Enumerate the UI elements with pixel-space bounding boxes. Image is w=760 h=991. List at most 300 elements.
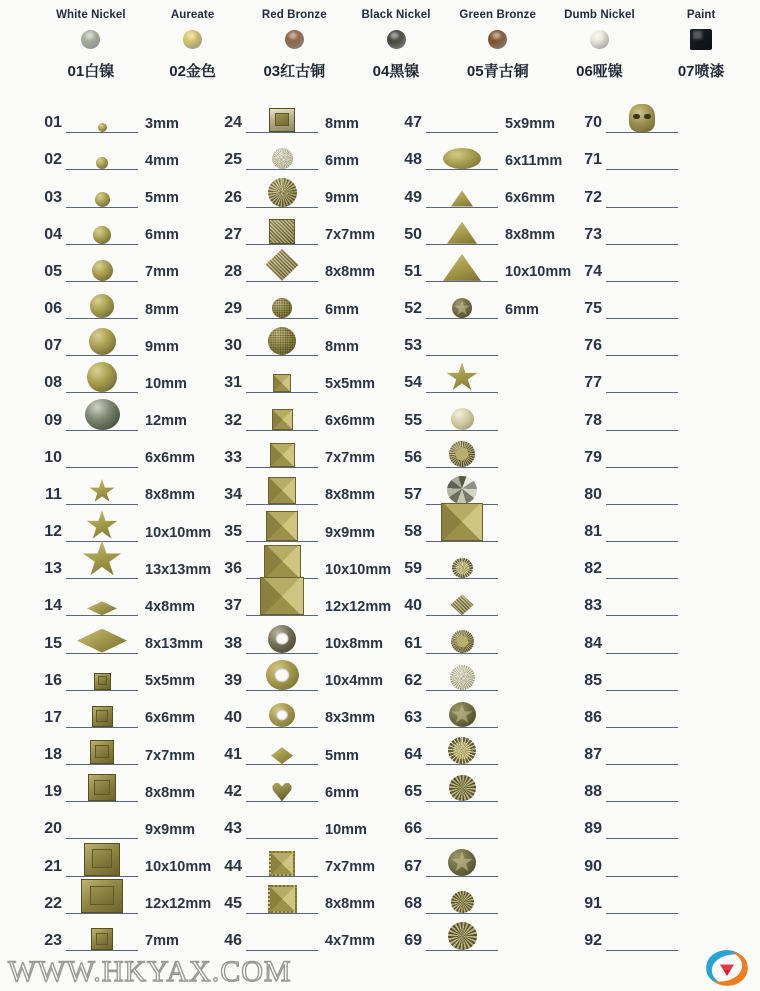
product-image-slot [606, 468, 678, 505]
product-code: 64 [404, 746, 422, 764]
product-image-slot [606, 765, 678, 802]
product-row[interactable] [394, 765, 574, 802]
product-row[interactable] [574, 133, 754, 170]
product-code: 25 [224, 151, 242, 169]
product-row[interactable] [394, 654, 574, 691]
product-image-slot [426, 393, 498, 430]
product-row[interactable] [394, 616, 574, 653]
finish-name-en: Dumb Nickel [564, 9, 635, 21]
product-image [452, 298, 472, 318]
finish-cell [243, 4, 345, 96]
finish-name-en: White Nickel [56, 9, 126, 21]
product-image-slot [606, 616, 678, 653]
product-row[interactable] [574, 839, 754, 876]
product-image [260, 577, 304, 615]
column-1 [34, 96, 214, 951]
product-row[interactable] [214, 319, 394, 356]
product-code: 16 [44, 671, 62, 689]
product-row[interactable] [574, 245, 754, 282]
product-code: 19 [44, 783, 62, 801]
product-image-slot [66, 468, 138, 505]
product-row[interactable] [394, 208, 574, 245]
product-image [94, 673, 111, 690]
product-code: 55 [404, 411, 422, 429]
product-row[interactable] [34, 877, 214, 914]
product-image-slot [66, 431, 138, 468]
product-image-slot [66, 802, 138, 839]
product-image-slot [426, 616, 498, 653]
product-image-slot [426, 133, 498, 170]
product-code: 41 [224, 746, 242, 764]
product-image-slot [606, 208, 678, 245]
product-code: 84 [584, 634, 602, 652]
product-code: 39 [224, 671, 242, 689]
product-size: 6x6mm [325, 413, 375, 430]
product-code: 20 [44, 820, 62, 838]
finish-swatch-wrap [590, 24, 609, 54]
product-image [452, 558, 473, 578]
product-size: 6x6mm [145, 710, 195, 727]
product-code: 35 [224, 523, 242, 541]
square-swatch [690, 29, 712, 50]
product-image-slot [66, 728, 138, 765]
product-row[interactable] [394, 839, 574, 876]
footer [0, 946, 760, 991]
column-4 [574, 96, 754, 951]
product-image-slot [426, 468, 498, 505]
product-row[interactable] [574, 802, 754, 839]
product-image [443, 253, 481, 281]
product-size: 10x4mm [325, 673, 384, 690]
product-row[interactable] [394, 133, 574, 170]
product-image [89, 328, 116, 355]
product-code: 47 [404, 114, 422, 132]
product-row[interactable] [574, 542, 754, 579]
product-row[interactable] [34, 468, 214, 505]
product-image-slot [66, 654, 138, 691]
product-image [271, 747, 293, 764]
product-image-slot [66, 208, 138, 245]
product-row[interactable] [34, 839, 214, 876]
product-image-slot [606, 431, 678, 468]
product-row[interactable] [574, 208, 754, 245]
product-image [268, 885, 297, 913]
product-image [85, 399, 120, 430]
dome-swatch [387, 30, 406, 49]
product-code: 67 [404, 857, 422, 875]
product-size: 9mm [325, 190, 359, 207]
product-row[interactable] [394, 319, 574, 356]
product-image [82, 540, 122, 578]
finish-cell [650, 4, 752, 96]
finish-cell [447, 4, 549, 96]
product-image [447, 221, 477, 244]
product-code: 44 [224, 857, 242, 875]
product-row[interactable] [34, 170, 214, 207]
product-image-slot [426, 765, 498, 802]
product-image-slot [246, 839, 318, 876]
product-code: 66 [404, 820, 422, 838]
product-row[interactable] [394, 579, 574, 616]
product-code: 09 [44, 411, 62, 429]
finish-cell [142, 4, 244, 96]
product-image [92, 706, 113, 727]
product-code: 53 [404, 337, 422, 355]
product-row[interactable] [574, 356, 754, 393]
product-row[interactable] [394, 170, 574, 207]
site-watermark: WWW.HKYAX.COM [8, 955, 292, 988]
product-code: 46 [224, 931, 242, 949]
product-image-slot [246, 877, 318, 914]
product-image-slot [426, 728, 498, 765]
product-row[interactable] [34, 431, 214, 468]
product-image [441, 503, 483, 541]
product-code: 32 [224, 411, 242, 429]
product-image-slot [606, 393, 678, 430]
product-row[interactable] [394, 96, 574, 133]
product-image [81, 879, 123, 913]
product-row[interactable] [214, 542, 394, 579]
column-3 [394, 96, 574, 951]
product-size: 8mm [325, 338, 359, 355]
product-code: 61 [404, 634, 422, 652]
product-row[interactable] [214, 245, 394, 282]
product-row[interactable] [574, 319, 754, 356]
swoosh-logo [702, 948, 752, 988]
product-row[interactable] [214, 802, 394, 839]
product-image-slot [66, 96, 138, 133]
product-size: 6mm [145, 227, 179, 244]
product-row[interactable] [214, 468, 394, 505]
product-image [264, 545, 301, 578]
product-row[interactable] [394, 282, 574, 319]
product-code: 05 [44, 262, 62, 280]
product-row[interactable] [214, 505, 394, 542]
product-image-slot [606, 282, 678, 319]
product-row[interactable] [214, 579, 394, 616]
product-image-slot [246, 579, 318, 616]
product-row[interactable] [574, 96, 754, 133]
finish-name-cn: 05青古铜 [466, 63, 529, 80]
product-row[interactable] [394, 728, 574, 765]
product-code: 63 [404, 708, 422, 726]
product-row[interactable] [574, 431, 754, 468]
product-image-slot [246, 728, 318, 765]
product-code: 85 [584, 671, 602, 689]
product-code: 58 [404, 523, 422, 541]
product-code: 90 [584, 857, 602, 875]
finish-name-cn: 01白镍 [67, 63, 115, 80]
product-code: 59 [404, 560, 422, 578]
product-row[interactable] [214, 431, 394, 468]
product-row[interactable] [574, 505, 754, 542]
product-row[interactable] [394, 245, 574, 282]
product-size: 6x6mm [145, 450, 195, 467]
product-size: 8mm [325, 115, 359, 132]
finish-cell [40, 4, 142, 96]
product-code: 34 [224, 485, 242, 503]
product-image-slot [246, 282, 318, 319]
product-row[interactable] [214, 654, 394, 691]
product-row[interactable] [34, 505, 214, 542]
product-image-slot [246, 431, 318, 468]
product-code: 71 [584, 151, 602, 169]
product-size: 8x8mm [325, 487, 375, 504]
product-row[interactable] [574, 728, 754, 765]
product-image [87, 601, 117, 615]
product-size: 8x8mm [145, 487, 195, 504]
product-code: 68 [404, 894, 422, 912]
product-image-slot [246, 802, 318, 839]
product-code: 78 [584, 411, 602, 429]
product-image [266, 511, 298, 541]
product-size: 12x12mm [325, 598, 392, 615]
product-size: 8x13mm [145, 636, 204, 653]
product-image [88, 774, 116, 801]
product-image-slot [606, 542, 678, 579]
product-image [272, 409, 293, 430]
product-image [272, 148, 293, 169]
product-image-slot [246, 468, 318, 505]
product-row[interactable] [34, 654, 214, 691]
product-image [268, 327, 296, 355]
finish-cell [549, 4, 651, 96]
product-code: 80 [584, 485, 602, 503]
product-image-slot [66, 691, 138, 728]
product-row[interactable] [214, 133, 394, 170]
product-size: 4mm [145, 152, 179, 169]
product-image-slot [246, 393, 318, 430]
product-image-slot [246, 170, 318, 207]
product-row[interactable] [34, 319, 214, 356]
product-image-slot [606, 728, 678, 765]
product-row[interactable] [394, 877, 574, 914]
product-code: 75 [584, 300, 602, 318]
finish-swatch-wrap [488, 24, 507, 54]
product-code: 88 [584, 783, 602, 801]
product-row[interactable] [394, 691, 574, 728]
product-code: 17 [44, 708, 62, 726]
product-image-slot [426, 579, 498, 616]
product-row[interactable] [394, 802, 574, 839]
product-image-slot [426, 282, 498, 319]
product-row[interactable] [394, 505, 574, 542]
column-2 [214, 96, 394, 951]
product-code: 36 [224, 560, 242, 578]
product-image-slot [66, 877, 138, 914]
product-image-slot [66, 133, 138, 170]
product-row[interactable] [34, 616, 214, 653]
product-size: 6mm [505, 301, 539, 318]
product-image [90, 294, 114, 318]
finish-name-en: Red Bronze [261, 9, 327, 21]
product-size: 10x10mm [505, 264, 572, 281]
finish-name-en: Black Nickel [361, 9, 431, 21]
product-image-slot [66, 319, 138, 356]
product-image [450, 665, 475, 690]
product-image-slot [606, 356, 678, 393]
product-row[interactable] [394, 468, 574, 505]
product-image-slot [606, 319, 678, 356]
product-code: 10 [44, 448, 62, 466]
finish-name-en: Green Bronze [459, 9, 537, 21]
product-image [269, 108, 295, 132]
product-size: 6x6mm [505, 190, 555, 207]
product-row[interactable] [34, 579, 214, 616]
product-image-slot [426, 431, 498, 468]
product-code: 15 [44, 634, 62, 652]
product-code: 86 [584, 708, 602, 726]
product-size: 6mm [325, 784, 359, 801]
finish-swatch-wrap [81, 24, 100, 54]
product-image-slot [606, 245, 678, 282]
product-row[interactable] [214, 839, 394, 876]
product-image [84, 843, 120, 876]
product-code: 08 [44, 374, 62, 392]
product-image [451, 190, 473, 207]
product-row[interactable] [574, 616, 754, 653]
product-code: 83 [584, 597, 602, 615]
product-row[interactable] [34, 133, 214, 170]
product-row[interactable] [574, 691, 754, 728]
product-image [451, 408, 474, 430]
finish-name-en: Paint [686, 9, 716, 21]
product-size: 4x8mm [145, 598, 195, 615]
product-image-slot [606, 877, 678, 914]
product-code: 12 [44, 523, 62, 541]
product-row[interactable] [574, 654, 754, 691]
product-row[interactable] [34, 802, 214, 839]
product-image-slot [426, 96, 498, 133]
product-row[interactable] [214, 691, 394, 728]
product-code: 37 [224, 597, 242, 615]
product-image-slot [66, 839, 138, 876]
product-row[interactable] [574, 282, 754, 319]
product-size: 5mm [325, 747, 359, 764]
product-size: 3mm [145, 115, 179, 132]
product-row[interactable] [574, 170, 754, 207]
product-row[interactable] [34, 542, 214, 579]
product-row[interactable] [574, 765, 754, 802]
product-image-slot [426, 802, 498, 839]
product-row[interactable] [34, 282, 214, 319]
product-image-slot [426, 319, 498, 356]
product-image [77, 629, 127, 653]
product-image [449, 775, 476, 801]
product-row[interactable] [34, 393, 214, 430]
product-row[interactable] [574, 579, 754, 616]
product-image-slot [426, 505, 498, 542]
product-row[interactable] [34, 765, 214, 802]
product-image [448, 737, 476, 764]
product-image-slot [66, 170, 138, 207]
product-image [272, 781, 293, 801]
product-code: 22 [44, 894, 62, 912]
product-size: 8x8mm [325, 264, 375, 281]
product-code: 30 [224, 337, 242, 355]
product-code: 43 [224, 820, 242, 838]
product-size: 13x13mm [145, 561, 212, 578]
product-size: 7x7mm [145, 747, 195, 764]
product-row[interactable] [214, 282, 394, 319]
product-image [92, 260, 113, 281]
product-size: 7x7mm [325, 227, 375, 244]
product-row[interactable] [214, 728, 394, 765]
product-row[interactable] [34, 728, 214, 765]
product-row[interactable] [394, 356, 574, 393]
product-row[interactable] [214, 393, 394, 430]
product-code: 91 [584, 894, 602, 912]
product-row[interactable] [34, 96, 214, 133]
product-row[interactable] [394, 393, 574, 430]
product-image-slot [246, 505, 318, 542]
product-row[interactable] [394, 431, 574, 468]
product-image-slot [426, 356, 498, 393]
product-row[interactable] [214, 208, 394, 245]
product-row[interactable] [394, 542, 574, 579]
product-row[interactable] [574, 877, 754, 914]
product-image-slot [426, 245, 498, 282]
product-row[interactable] [574, 468, 754, 505]
product-row[interactable] [34, 356, 214, 393]
product-row[interactable] [34, 691, 214, 728]
product-size: 8x8mm [325, 896, 375, 913]
product-image-slot [606, 170, 678, 207]
product-code: 56 [404, 448, 422, 466]
product-image-slot [606, 505, 678, 542]
product-row[interactable] [574, 393, 754, 430]
product-code: 29 [224, 300, 242, 318]
product-image [98, 123, 107, 132]
product-code: 13 [44, 560, 62, 578]
product-row[interactable] [214, 356, 394, 393]
product-code: 31 [224, 374, 242, 392]
finish-name-cn: 06哑镍 [576, 63, 623, 80]
product-image [87, 362, 117, 392]
product-code: 24 [224, 114, 242, 132]
product-row[interactable] [34, 208, 214, 245]
product-row[interactable] [34, 245, 214, 282]
product-image-slot [246, 616, 318, 653]
dome-swatch [590, 30, 609, 49]
product-image [269, 703, 295, 727]
product-row[interactable] [214, 170, 394, 207]
product-image [268, 178, 297, 207]
finish-name-en: Aureate [170, 9, 215, 21]
product-image-slot [246, 654, 318, 691]
product-image-slot [606, 133, 678, 170]
product-code: 07 [44, 337, 62, 355]
product-image-slot [246, 319, 318, 356]
product-image [449, 702, 476, 727]
finish-cell [345, 4, 447, 96]
product-size: 5x5mm [145, 673, 195, 690]
product-size: 7x7mm [325, 859, 375, 876]
product-image [273, 374, 291, 392]
product-image-slot [66, 393, 138, 430]
product-image [451, 594, 474, 615]
product-image [449, 441, 475, 467]
product-row[interactable] [214, 616, 394, 653]
product-image [266, 660, 299, 690]
product-size: 7mm [145, 933, 179, 950]
product-row[interactable] [214, 765, 394, 802]
product-code: 49 [404, 188, 422, 206]
product-row[interactable] [214, 96, 394, 133]
product-row[interactable] [214, 877, 394, 914]
product-code: 01 [44, 114, 62, 132]
product-image-slot [66, 356, 138, 393]
